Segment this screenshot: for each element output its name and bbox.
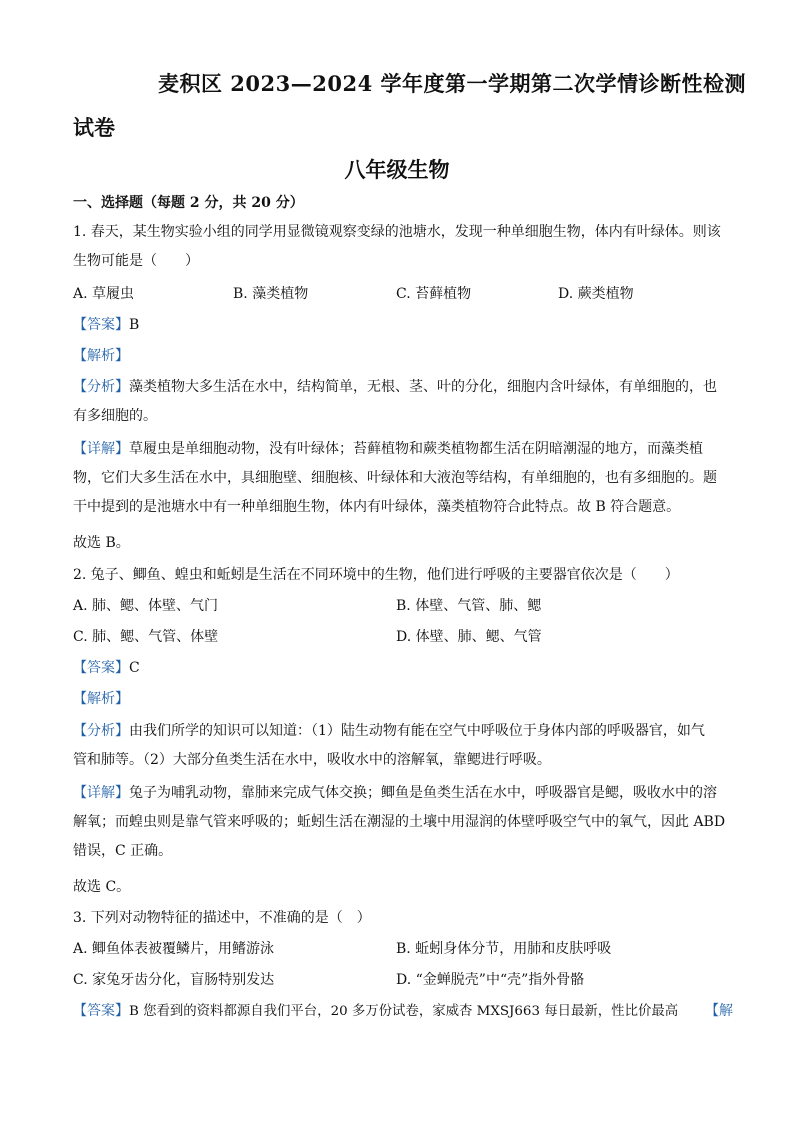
q2-options-row2 — [73, 623, 733, 652]
q3-answer — [73, 997, 733, 1026]
q3-analysis-tag-partial: 【解 — [705, 1003, 733, 1019]
q2-option-a: A. 肺、鳃、体壁、气门 — [73, 598, 219, 614]
answer-tag: 【答案】 — [73, 660, 129, 676]
q2-fenxi-text1: 由我们所学的知识可以知道：（1）陆生动物有能在空气中呼吸位于身体内部的呼吸器官，如气 — [129, 723, 705, 739]
q1-stem-line2: 生物可能是（ ） — [73, 253, 199, 269]
q1-option-d: D. 蕨类植物 — [558, 286, 634, 302]
q2-xiangjie-text1: 兔子为哺乳动物，靠肺来完成气体交换；鲫鱼是鱼类生活在水中，呼吸器官是鳃，吸收水中的溶 — [129, 785, 717, 801]
fenxi-tag: 【分析】 — [73, 379, 129, 395]
xiangjie-tag: 【详解】 — [73, 785, 129, 801]
q1-xiangjie-text1: 草履虫是单细胞动物，没有叶绿体；苔藓植物和蕨类植物都生活在阴暗潮湿的地方，而藻类植 — [129, 441, 703, 457]
exam-title-continued: 试卷 — [73, 115, 115, 140]
answer-tag: 【答案】 — [73, 317, 129, 333]
q2-xiangjie-line1 — [73, 779, 721, 808]
q2-answer-value: C — [129, 660, 140, 676]
exam-title: 麦积区 2023—2024 学年度第一学期第二次学情诊断性检测 — [158, 71, 747, 96]
q2-answer — [73, 654, 733, 683]
q3-options-row2 — [73, 966, 733, 995]
q2-option-b: B. 体壁、气管、肺、鳃 — [396, 598, 542, 614]
q1-fenxi — [73, 373, 721, 431]
q2-fenxi — [73, 717, 721, 775]
q2-xiangjie-line2: 解氧；而蝗虫则是靠气管来呼吸的；蚯蚓生活在潮湿的土壤中用湿润的体壁呼吸空气中的氧气，因此 ABD — [73, 814, 726, 830]
q1-option-a: A. 草履虫 — [73, 286, 135, 302]
q1-answer — [73, 311, 733, 340]
q1-options — [73, 280, 733, 309]
q1-xiangjie-line2: 物，它们大多生活在水中，具细胞壁、细胞核、叶绿体和大液泡等结构，有单细胞的，也有多细胞的。题 — [73, 470, 717, 486]
q3-answer-text: B 您看到的资料都源自我们平台，20 多万份试卷，家威杏 MXSJ663 每日最新，性比价最高 — [129, 1004, 679, 1019]
fenxi-tag: 【分析】 — [73, 723, 129, 739]
q1-option-c: C. 苔藓植物 — [396, 286, 472, 302]
q1-stem — [73, 218, 721, 276]
q3-option-d: D. “金蝉脱壳”中“壳”指外骨骼 — [396, 972, 585, 988]
q2-stem: 2. 兔子、鲫鱼、蝗虫和蚯蚓是生活在不同环境中的生物，他们进行呼吸的主要器官依次是（ ） — [73, 567, 679, 583]
q2-xiangjie — [73, 779, 726, 866]
answer-tag: 【答案】 — [73, 1003, 129, 1019]
q1-option-b: B. 藻类植物 — [233, 286, 309, 302]
q1-fenxi-text1: 藻类植物大多生活在水中，结构简单，无根、茎、叶的分化，细胞内含叶绿体，有单细胞的，也 — [129, 379, 717, 395]
q1-xiangjie-line3: 干中提到的是池塘水中有一种单细胞生物，体内有叶绿体，藻类植物符合此特点。故 B 符合题意。 — [73, 499, 681, 515]
q1-stem-line1: 1. 春天，某生物实验小组的同学用显微镜观察变绿的池塘水，发现一种单细胞生物，体内有叶绿体。则该 — [73, 224, 721, 240]
section-heading: 一、选择题（每题 2 分，共 20 分） — [73, 195, 304, 211]
q3-option-b: B. 蚯蚓身体分节，用肺和皮肤呼吸 — [396, 941, 612, 957]
q3-stem: 3. 下列对动物特征的描述中，不准确的是（ ） — [73, 910, 371, 926]
q2-option-d: D. 体壁、肺、鳃、气管 — [396, 629, 542, 645]
q1-analysis-tag: 【解析】 — [73, 348, 129, 364]
q3-option-a: A. 鲫鱼体表被覆鳞片，用鳍游泳 — [73, 941, 275, 957]
q2-analysis-tag: 【解析】 — [73, 691, 129, 707]
q2-conclusion: 故选 C。 — [73, 879, 131, 895]
q2-fenxi-line1 — [73, 717, 721, 746]
q2-options-row1 — [73, 592, 733, 621]
q1-xiangjie — [73, 435, 721, 522]
subject-title: 八年级生物 — [344, 157, 450, 182]
q2-fenxi-line2: 管和肺等。（2）大部分鱼类生活在水中，吸收水中的溶解氧，靠鳃进行呼吸。 — [73, 752, 551, 768]
q2-xiangjie-line3: 错误，C 正确。 — [73, 843, 173, 859]
q2-option-c: C. 肺、鳃、气管、体壁 — [73, 629, 219, 645]
q1-fenxi-line2: 有多细胞的。 — [73, 408, 157, 424]
q1-conclusion: 故选 B。 — [73, 535, 130, 551]
q3-option-c: C. 家兔牙齿分化，盲肠特别发达 — [73, 972, 275, 988]
xiangjie-tag: 【详解】 — [73, 441, 129, 457]
q1-xiangjie-line1 — [73, 435, 721, 464]
q1-fenxi-line1 — [73, 373, 721, 402]
q1-answer-value: B — [129, 317, 140, 333]
q3-options-row1 — [73, 935, 733, 964]
